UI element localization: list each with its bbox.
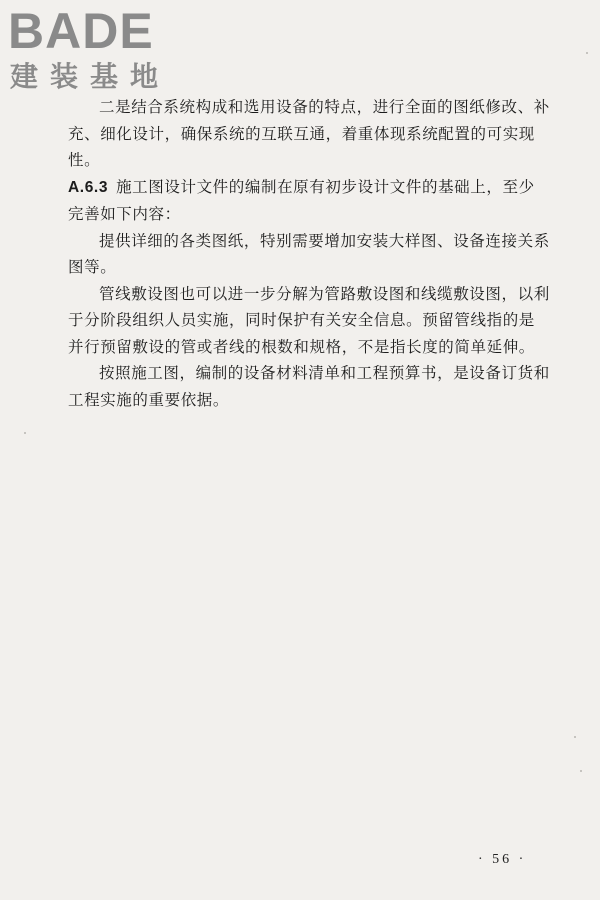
paragraph-detailed-drawings: 提供详细的各类图纸，特别需要增加安装大样图、设备连接关系图等。 xyxy=(68,231,550,276)
document-body xyxy=(68,94,550,413)
clause-number: A.6.3 xyxy=(68,178,109,196)
paragraph-system-design: 二是结合系统构成和选用设备的特点，进行全面的图纸修改、补充、细化设计，确保系统的互联互通，着重体现系统配置的可实现性。 xyxy=(68,98,550,169)
watermark-chinese-text: 建装基地 xyxy=(10,60,171,93)
watermark-latin-text: BADE xyxy=(8,3,154,59)
clause-text: 施工图设计文件的编制在原有初步设计文件的基础上，至少完善如下内容： xyxy=(68,177,535,223)
paragraph-materials-budget: 按照施工图，编制的设备材料清单和工程预算书，是设备订货和工程实施的重要依据。 xyxy=(68,364,550,409)
paragraph-pipeline-laying: 管线敷设图也可以进一步分解为管路敷设图和线缆敷设图，以利于分阶段组织人员实施，同时保护有关安全信息。预留管线指的是并行预留敷设的管或者线的根数和规格，不是指长度的简单延伸。 xyxy=(68,284,550,356)
scan-speck xyxy=(586,52,588,54)
bade-watermark-logo xyxy=(8,4,178,96)
page-number: · 56 · xyxy=(478,852,527,867)
scan-speck xyxy=(574,736,576,738)
scan-speck xyxy=(24,432,26,434)
clause-a-6-3 xyxy=(68,174,550,228)
scan-speck xyxy=(580,770,582,772)
